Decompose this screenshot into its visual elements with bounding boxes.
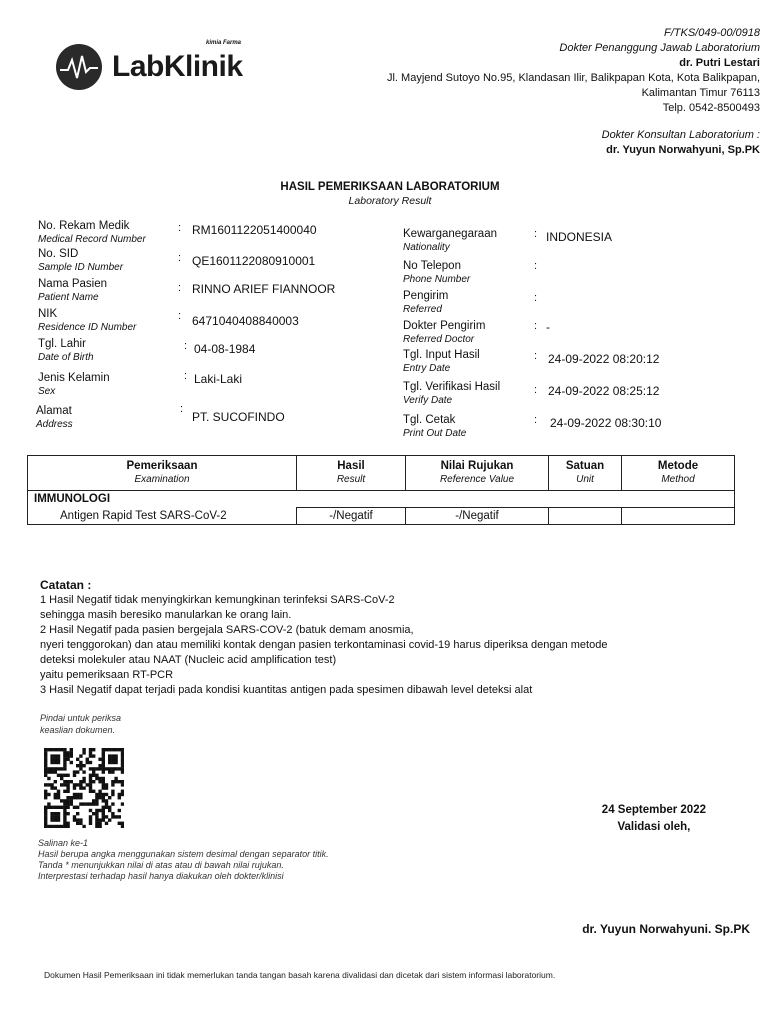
- note-line: deteksi molekuler atau NAAT (Nucleic acid amplification test): [40, 654, 337, 666]
- field-label: Tgl. Input Hasil Entry Date: [403, 349, 480, 374]
- field-label: Nama Pasien Patient Name: [38, 278, 108, 303]
- results-table: [27, 455, 735, 525]
- referred-doctor: -: [546, 320, 550, 334]
- table-header-row: [28, 456, 735, 491]
- consult-doctor-name: dr. Yuyun Norwahyuni, Sp.PK: [606, 144, 760, 156]
- signer-name: dr. Yuyun Norwahyuni. Sp.PK: [582, 922, 750, 936]
- table-row: [28, 508, 735, 525]
- note-line: yaitu pemeriksaan RT-PCR: [40, 669, 174, 681]
- verify-date: 24-09-2022 08:25:12: [548, 384, 660, 398]
- phone: Telp. 0542-8500493: [662, 102, 760, 114]
- sample-id: QE1601122080910001: [192, 254, 316, 268]
- scan-instruction: Pindai untuk periksa keaslian dokumen.: [40, 713, 122, 735]
- field-label: Pengirim Referred: [403, 290, 449, 315]
- field-label: No. SID Sample ID Number: [38, 248, 124, 273]
- col-header: Satuan Unit: [549, 456, 622, 491]
- field-label: Tgl. Lahir Date of Birth: [38, 338, 94, 363]
- medical-record-number: RM1601122051400040: [192, 223, 317, 237]
- resp-doctor-name: dr. Putri Lestari: [679, 57, 760, 69]
- residence-id: 6471040408840003: [192, 314, 299, 328]
- section-row: [28, 491, 735, 508]
- notes: [40, 578, 740, 698]
- exam-name: Antigen Rapid Test SARS-CoV-2: [28, 508, 297, 525]
- note-line: sehingga masih beresiko manularkan ke orang lain.: [40, 609, 292, 621]
- field-label: Dokter Pengirim Referred Doctor: [403, 320, 486, 345]
- entry-date: 24-09-2022 08:20:12: [548, 352, 660, 366]
- section-label: IMMUNOLOGI: [28, 491, 735, 508]
- col-header: Metode Method: [622, 456, 735, 491]
- notes-heading: Catatan :: [40, 578, 92, 592]
- date-of-birth: 04-08-1984: [194, 342, 256, 356]
- validation-block: [602, 802, 706, 836]
- validation-date: 24 September 2022: [601, 804, 706, 816]
- logo-tagline: kimia Farma: [206, 40, 242, 46]
- col-header: Hasil Result: [297, 456, 406, 491]
- labklinik-logo: [56, 40, 256, 100]
- unit-value: [549, 508, 622, 525]
- address: PT. SUCOFINDO: [192, 410, 285, 424]
- result-value: -/Negatif: [297, 508, 406, 525]
- validation-label: Validasi oleh,: [617, 821, 691, 833]
- address-line-1: Jl. Mayjend Sutoyo No.95, Klandasan Ilir, Balikpapan Kota, Kota Balikpapan,: [386, 72, 760, 84]
- print-date: 24-09-2022 08:30:10: [550, 416, 662, 430]
- address-line-2: Kalimantan Timur 76113: [641, 87, 760, 99]
- field-label: Jenis Kelamin Sex: [38, 372, 110, 397]
- field-label: NIK Residence ID Number: [38, 308, 137, 333]
- lab-header: [387, 26, 760, 158]
- reference-value: -/Negatif: [406, 508, 549, 525]
- method-value: [622, 508, 735, 525]
- form-code: F/TKS/049-00/0918: [663, 27, 760, 39]
- note-line: 2 Hasil Negatif pada pasien bergejala SARS-COV-2 (batuk demam anosmia,: [40, 624, 414, 636]
- consult-doctor-label: Dokter Konsultan Laboratorium :: [601, 129, 760, 141]
- field-label: Alamat Address: [36, 405, 73, 430]
- field-label: No. Rekam Medik Medical Record Number: [38, 220, 146, 245]
- resp-doctor-label: Dokter Penanggung Jawab Laboratorium: [559, 42, 760, 54]
- copy-notes: Salinan ke-1 Hasil berupa angka menggunakan sistem desimal dengan separator titik. Tanda * menunjukkan nilai di atas atau di bawah nilai rujukan. Interprestasi terhadap hasil hanya diakukan oleh dokter/klinisi: [38, 838, 329, 881]
- field-label: Kewarganegaraan Nationality: [403, 228, 497, 253]
- patient-name: RINNO ARIEF FIANNOOR: [192, 282, 336, 296]
- qr-code-icon[interactable]: [44, 748, 124, 828]
- note-line: 3 Hasil Negatif dapat terjadi pada kondisi kuantitas antigen pada spesimen dibawah level deteksi alat: [40, 684, 533, 696]
- col-header: Pemeriksaan Examination: [28, 456, 297, 491]
- col-header: Nilai Rujukan Reference Value: [406, 456, 549, 491]
- logo-emblem-icon: [56, 44, 102, 90]
- note-line: nyeri tenggorokan) dan atau memiliki kontak dengan pasien terkontaminasi covid-19 harus diperiksa dengan metode: [40, 639, 608, 651]
- footer-note: Dokumen Hasil Pemeriksaan ini tidak memerlukan tanda tangan basah karena divalidasi dan dicetak dari sistem informasi laboratorium.: [44, 970, 556, 980]
- logo-brand: LabKlinik: [112, 50, 243, 83]
- page-subtitle: Laboratory Result: [348, 195, 432, 207]
- nationality: INDONESIA: [546, 230, 613, 244]
- note-line: 1 Hasil Negatif tidak menyingkirkan kemungkinan terinfeksi SARS-CoV-2: [40, 594, 395, 606]
- page-title: HASIL PEMERIKSAAN LABORATORIUM: [280, 181, 500, 193]
- field-label: Tgl. Verifikasi Hasil Verify Date: [403, 381, 501, 406]
- sex: Laki-Laki: [194, 372, 243, 386]
- field-label: No Telepon Phone Number: [403, 260, 471, 285]
- field-label: Tgl. Cetak Print Out Date: [403, 414, 467, 439]
